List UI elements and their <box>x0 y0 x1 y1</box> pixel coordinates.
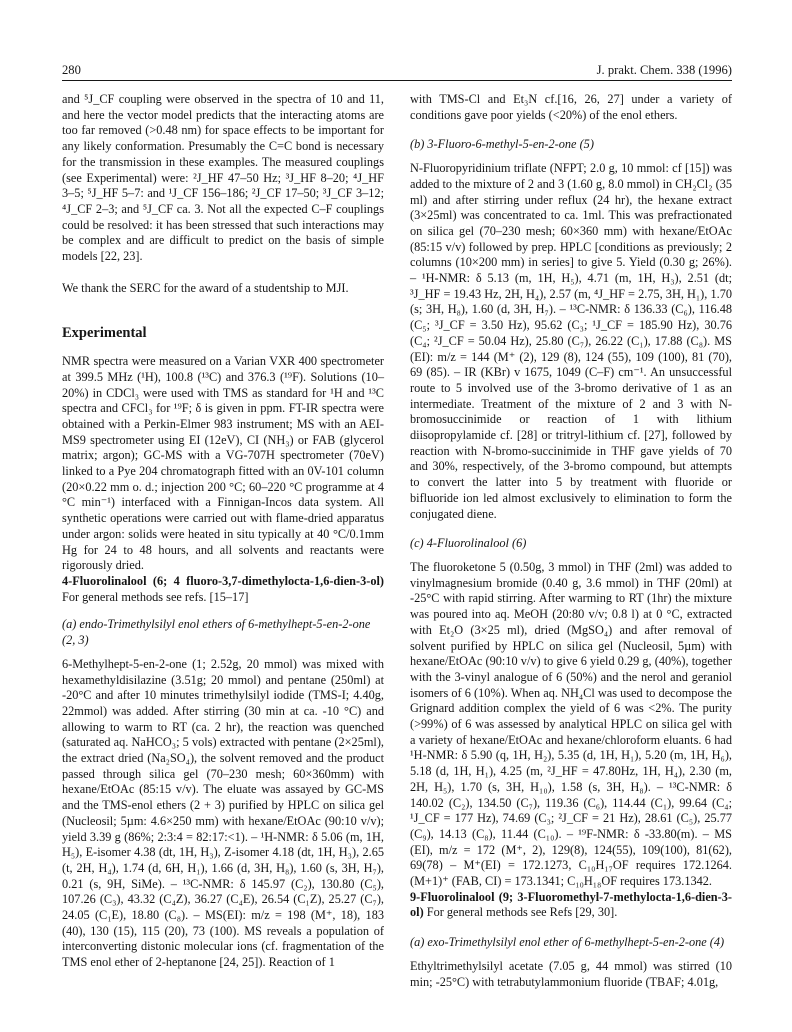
paragraph-general-methods: NMR spectra were measured on a Varian VXR 400 spectrometer at 399.5 MHz (¹H), 100.8 (¹³C) and 376.3 (¹⁹F). Solutions (10–20%) in CDCl₃ were used with TMS as standard for ¹H and ¹³C spectra and CFCl₃ for ¹⁹F; δ is given in ppm. FT-IR spectra were obtained with a Perkin-Elmer 983 instrument; MS with an AEI-MS9 spectrometer using EI (12eV), CI (NH₃) or FAB (glycerol matrix; argon); GC-MS with a VG-707H spectrometer (70eV) linked to a Pye 204 chromatograph fitted with an 0V-101 column (20×0.22 mm o. d.; injection 200 °C; 60–220 °C programme at 4 °C min⁻¹) interfaced with a Finnigan-Incos data system. All synthetic operations were carried out with flame-dried apparatus under argon: solids were heated in situ typically at 40 °C/0.1mm Hg for 24 to 48 hours, and all solvents and reactants were rigorously dried. <box>62 354 384 573</box>
left-column <box>62 92 384 971</box>
compound-heading-refs: For general methods see refs. [15–17] <box>62 589 249 604</box>
paragraph-acknowledgement: We thank the SERC for the award of a studentship to MJI. <box>62 280 349 295</box>
right-column <box>410 92 732 990</box>
paragraph-continuation: with TMS-Cl and Et₃N cf.[16, 26, 27] under a variety of conditions gave poor yields (<20%) of the enol ethers. <box>410 92 732 122</box>
compound-heading-9-fluorolinalool <box>410 890 732 921</box>
subheading-a-enol-ethers: (a) endo-Trimethylsilyl enol ethers of 6-methylhept-5-en-2-one (2, 3) <box>62 617 371 648</box>
header-rule <box>62 80 732 81</box>
subheading-b-fluoroketone: (b) 3-Fluoro-6-methyl-5-en-2-one (5) <box>410 137 594 152</box>
paragraph-coupling-discussion: and ⁵J_CF coupling were observed in the spectra of 10 and 11, and here the vector model predicts that the interacting atoms are too far removed (>0.48 nm) for space effects to be important for any likely conformation. Presumably the C=C bond is necessary for the transmission in these examples. The measured couplings (see Experimental) were: ²J_HF 47–50 Hz; ³J_HF 8–20; ⁴J_HF 3–5; ⁵J_HF 5–7: and ¹J_CF 156–186; ²J_CF 17–50; ³J_CF 3–12; ⁴J_CF 2–3; and ⁵J_CF ca. 3. Not all the expected C–F couplings could be resolved: it has been stressed that such interactions may be complex and are difficult to predict on the basis of simple models [22, 23]. <box>62 92 384 264</box>
compound-heading-title: 4-Fluorolinalool (6; 4 fluoro-3,7-dimethylocta-1,6-dien-3-ol) <box>62 573 384 588</box>
paragraph-procedure-a2: Ethyltrimethylsilyl acetate (7.05 g, 44 mmol) was stirred (10 min; -25°C) with tetrabutylammonium fluoride (TBAF; 4.01g, <box>410 958 732 989</box>
compound-heading-4-fluorolinalool <box>62 574 384 605</box>
paragraph-procedure-c: The fluoroketone 5 (0.50g, 3 mmol) in THF (2ml) was added to vinylmagnesium bromide (0.40 g, 3.6 mmol) in THF (20ml) at -25°C with rapid stirring. After warming to RT (1hr) the mixture was poured into aq. MeOH (20:80 v/v; 0.8 l) at 0 °C, extracted with Et₂O (3×25 ml), dried (MgSO₄) and after removal of solvent purified by HPLC on silica gel (Nucleosil, 5µm) with hexane/EtOAc (90:10 v/v) to give 6 yield 0.29 g, (40%), together with the 3-vinyl analogue of 6 (50%) and the nerol and geraniol isomers of 6 (10%). When aq. NH₄Cl was used to decompose the Grignard addition complex the yield of 6 was <2%. The purity (>99%) of 6 was assessed by analytical HPLC on silica gel with a variety of hexane/EtOAc and hexane/chloroform eluants. 6 had ¹H-NMR: δ 5.90 (q, 1H, H₂), 5.35 (d, 1H, H₁), 5.20 (m, 1H, H₆), 5.18 (d, 1H, H₁), 4.25 (m, ²J_HF = 47.80Hz, 1H, H₄), 2.30 (m, 2H, H₅), 1.70 (s, 3H, H₁₀), 1.58 (s, 3H, H₈). – ¹³C-NMR: δ 140.02 (C₂), 134.50 (C₇), 119.36 (C₆), 114.44 (C₁), 99.64 (C₄; ¹J_CF = 177 Hz), 74.69 (C₃; ²J_CF = 21 Hz), 28.61 (C₅), 25.77 (C₉), 14.13 (C₈), 11.44 (C₁₀). – ¹⁹F-NMR: δ -33.80(m). – MS (EI), m/z = 172 (M⁺, 2), 129(8), 124(55), 109(100), 81(62), 69(78) – M⁺(EI) = 172.1273, C₁₀H₁₇OF requires 172.1264. (M+1)⁺ (FAB, CI) = 173.1341; C₁₀H₁₈OF requires 173.1342. <box>410 559 732 889</box>
section-heading-experimental: Experimental <box>62 325 147 342</box>
journal-citation: J. prakt. Chem. 338 (1996) <box>596 63 732 77</box>
running-header <box>62 63 732 79</box>
compound2-heading-refs: For general methods see Refs [29, 30]. <box>423 905 618 920</box>
subheading-c-fluorolinalool: (c) 4-Fluorolinalool (6) <box>410 536 527 551</box>
compound2-heading-title: 9-Fluorolinalool (9; 3-Fluoromethyl-7-methylocta-1,6-dien-3-ol) <box>410 889 732 920</box>
paragraph-procedure-a: 6-Methylhept-5-en-2-one (1; 2.52g, 20 mmol) was mixed with hexamethyldisilazine (3.51g; 20 mmol) and pentane (250ml) at -20°C and after 10 minutes trimethylsilyl iodide (TMS-I; 4.40g, 22mmol) was added. After stirring (30 min at ca. -10 °C) and allowing to warm to RT (ca. 2 hr), the reaction was quenched (saturated aq. NaHCO₃; 5 vols) extracted with pentane (2×25ml), the extract dried (Na₂SO₄), the solvent removed and the product passed through silica gel (70–230 mesh; 60×360mm) with hexane/EtOAc (85:15 v/v). The eluate was assayed by GC-MS and the TMS-enol ethers (2 + 3) purified by HPLC on silica gel (Nucleosil; 5µm: 4.6×250 mm) with hexane/EtOAc (90:10 v/v); yield 3.39 g (86%; 2:3:4 = 82:17:<1). – ¹H-NMR: δ 5.06 (m, 1H, H₅), E-isomer 4.38 (dt, 1H, H₃), Z-isomer 4.18 (dt, 1H, H₃), 2.65 (t, 2H, H₄), 1.74 (d, 6H, H₁), 1.66 (d, 3H, H₈), 1.60 (s, 3H, H₇), 0.21 (s, 9H, SiMe). – ¹³C-NMR: δ 145.97 (C₂), 130.80 (C₅), 107.26 (C₃), 43.32 (C₄Z), 36.27 (C₄E), 26.54 (C₁Z), 25.27 (C₇), 24.05 (C₁E), 18.80 (C₈). – MS(EI): m/z = 198 (M⁺, 18), 183 (40), 130 (15), 115 (20), 73 (100). MS reveals a population of interconverting distonic molecular ions (cf. fragmentation of the TMS enol ether of 2-heptanone [24, 25]). Reaction of 1 <box>62 656 384 970</box>
page-number: 280 <box>62 63 81 77</box>
paragraph-procedure-b: N-Fluoropyridinium triflate (NFPT; 2.0 g, 10 mmol: cf [15]) was added to the mixture of 2 and 3 (1.60 g, 8.0 mmol) in CH₂Cl₂ (35 ml) and after stirring under reflux (24 hr), the hexane extract (3×25ml) was concentrated to ca. 1ml. This was prefractionated on silica gel (70–230 mesh; 60×360 mm) with hexane/EtOAc (85:15 v/v) followed by prep. HPLC [conditions as previously; 2 columns (10×200 mm) in series] to give 5. Yield (0.30 g; 26%). – ¹H-NMR: δ 5.13 (m, 1H, H₅), 4.71 (m, 1H, H₃), 2.51 (dt; ³J_HF = 19.43 Hz, 2H, H₄), 2.57 (m, ⁴J_HF = 2.75, 3H, H₁), 1.70 (s; 3H, H₈), 1.60 (d, 3H, H₇). – ¹³C-NMR: δ 136.33 (C₆), 116.48 (C₅; ³J_CF = 3.50 Hz), 95.62 (C₃; ¹J_CF = 185.90 Hz), 30.76 (C₄; ²J_CF = 50.04 Hz), 25.80 (C₇), 26.22 (C₁), 17.88 (C₈). MS (EI): m/z = 144 (M⁺ (2), 129 (8), 124 (55), 109 (100), 81 (70), 69 (85). – IR (KBr) v 1675, 1049 (C–F) cm⁻¹. An unsuccessful route to 5 involved use of the 3-bromo derivative of 1 as an intermediate. Treatment of the mixture of 2 and 3 with N-bromosuccinimide or reaction of 1 with lithium diisopropylamide cf. [28] or tritryl-lithium cf. [27], followed by reaction with N-bromo-succinimide in THF gave yields of 70 and 30%, respectively, of the 3-bromo compound, but attempts to convert the latter into 5 by treatment with fluoride or bifluoride ion led almost exclusively to elimination to form the conjugated diene. <box>410 161 732 521</box>
subheading-a-exo-enol-ether: (a) exo-Trimethylsilyl enol ether of 6-methylhept-5-en-2-one (4) <box>410 935 725 950</box>
